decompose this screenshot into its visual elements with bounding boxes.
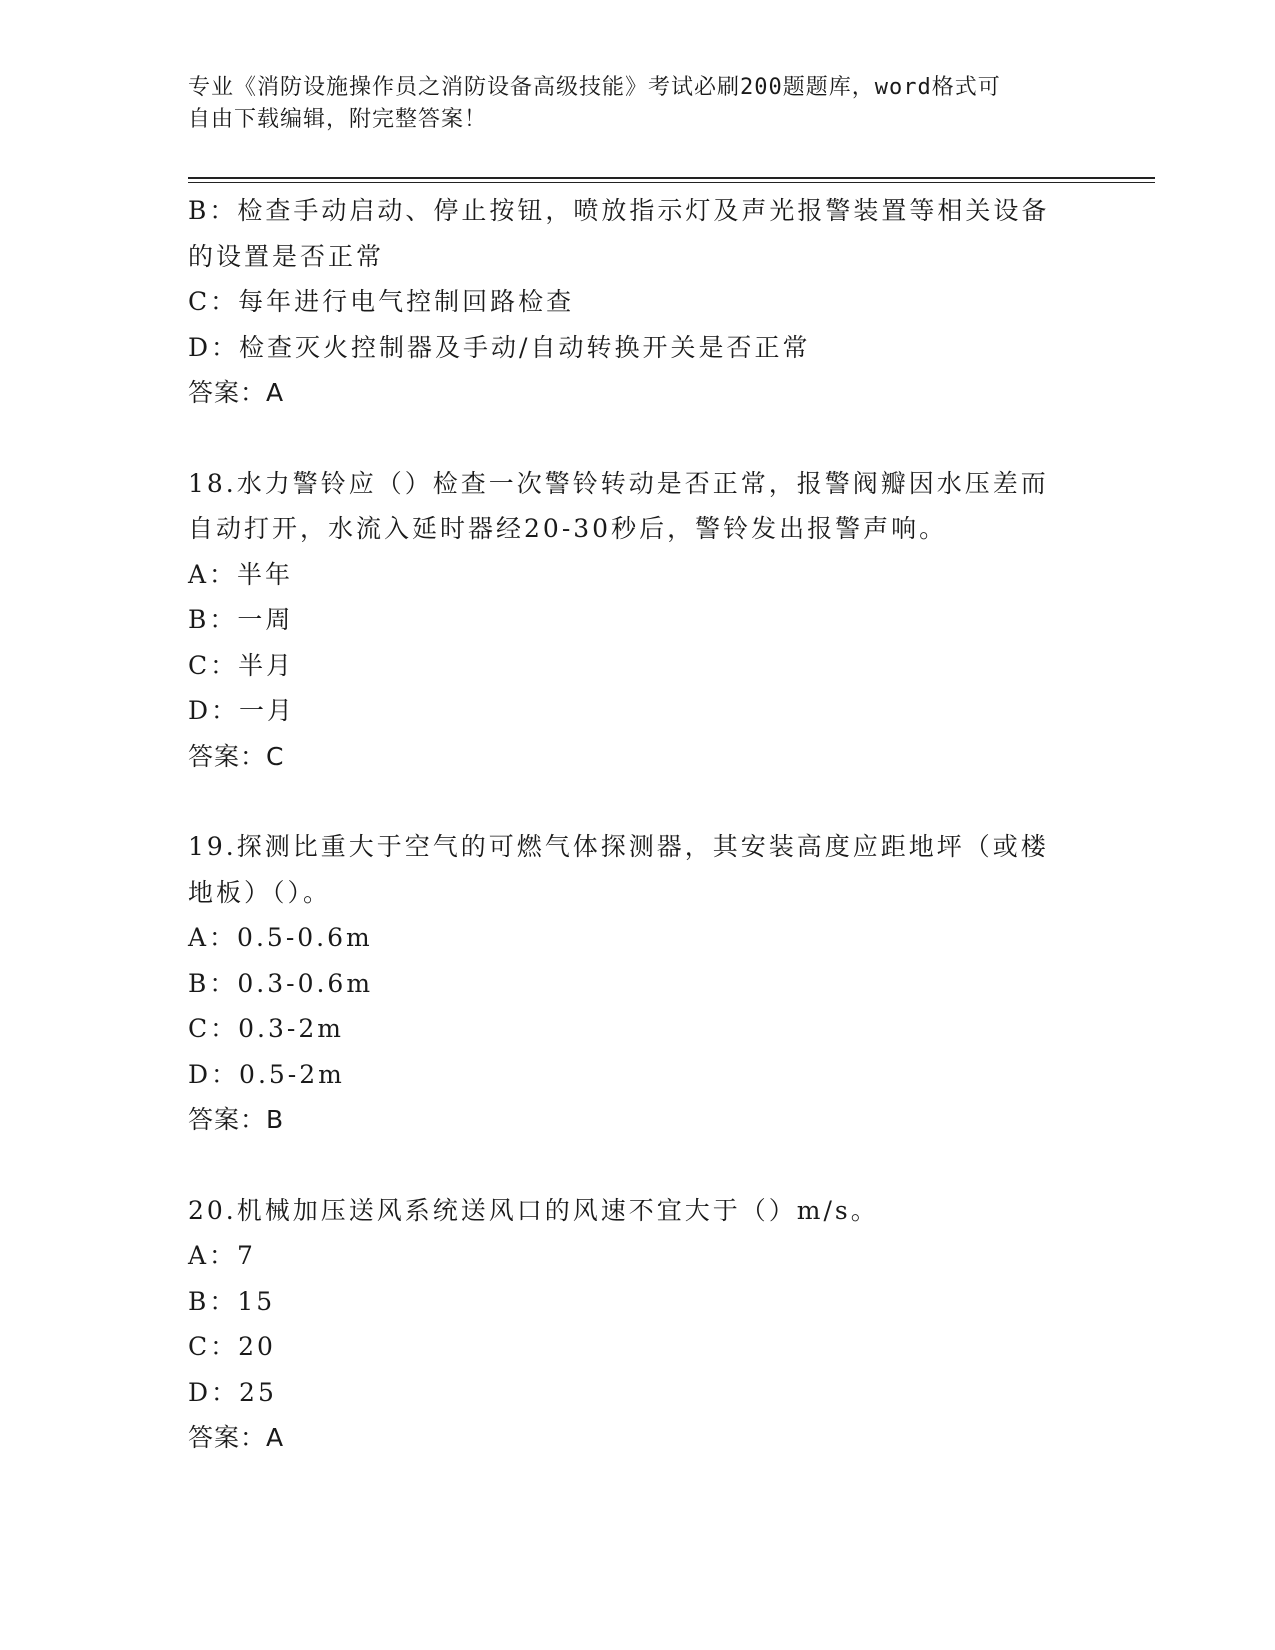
header-line-1: 专业《消防设施操作员之消防设备高级技能》考试必刷200题题库，word格式可 xyxy=(188,75,1001,100)
question-stem-line-1: 19.探测比重大于空气的可燃气体探测器，其安装高度应距地坪（或楼 xyxy=(188,832,1049,861)
option-a: A：半年 xyxy=(188,559,294,589)
question-stem-line-2: 地板）（）。 xyxy=(188,877,332,907)
answer-line: 答案：B xyxy=(188,1105,285,1134)
question-17-continuation xyxy=(188,188,1088,416)
option-c: C：半月 xyxy=(188,650,295,680)
question-19 xyxy=(188,824,1088,1143)
question-stem-line-1: 18.水力警铃应（）检查一次警铃转动是否正常，报警阀瓣因水压差而 xyxy=(188,468,1049,498)
question-stem-line-1: 20.机械加压送风系统送风口的风速不宜大于（）m/s。 xyxy=(188,1195,879,1225)
header-line-2: 自由下载编辑，附完整答案！ xyxy=(188,107,488,132)
answer-line: 答案：C xyxy=(188,741,285,771)
option-d: D：0.5-2m xyxy=(188,1059,345,1089)
document-body xyxy=(188,188,1088,1461)
option-b-line-1: B：检查手动启动、停止按钮，喷放指示灯及声光报警装置等相关设备 xyxy=(188,196,1050,225)
option-a: A：0.5-0.6m xyxy=(188,923,373,952)
answer-line: 答案：A xyxy=(188,378,285,407)
option-b: B：一周 xyxy=(188,605,294,634)
question-18 xyxy=(188,461,1088,780)
option-c: C：20 xyxy=(188,1332,276,1361)
option-d: D：25 xyxy=(188,1377,277,1407)
option-b: B：15 xyxy=(188,1286,276,1316)
option-b-line-2: 的设置是否正常 xyxy=(188,241,385,271)
option-d: D：一月 xyxy=(188,696,296,725)
document-header xyxy=(188,72,1068,136)
header-divider-thin xyxy=(188,182,1155,183)
question-stem-line-2: 自动打开，水流入延时器经20-30秒后，警铃发出报警声响。 xyxy=(188,514,948,543)
question-20 xyxy=(188,1188,1088,1461)
answer-line: 答案：A xyxy=(188,1423,285,1452)
option-a: A：7 xyxy=(188,1241,256,1270)
option-c: C：0.3-2m xyxy=(188,1014,344,1043)
option-d: D：检查灭火控制器及手动/自动转换开关是否正常 xyxy=(188,332,811,362)
option-c: C：每年进行电气控制回路检查 xyxy=(188,287,575,316)
option-b: B：0.3-0.6m xyxy=(188,968,374,998)
header-divider-thick xyxy=(188,177,1155,179)
